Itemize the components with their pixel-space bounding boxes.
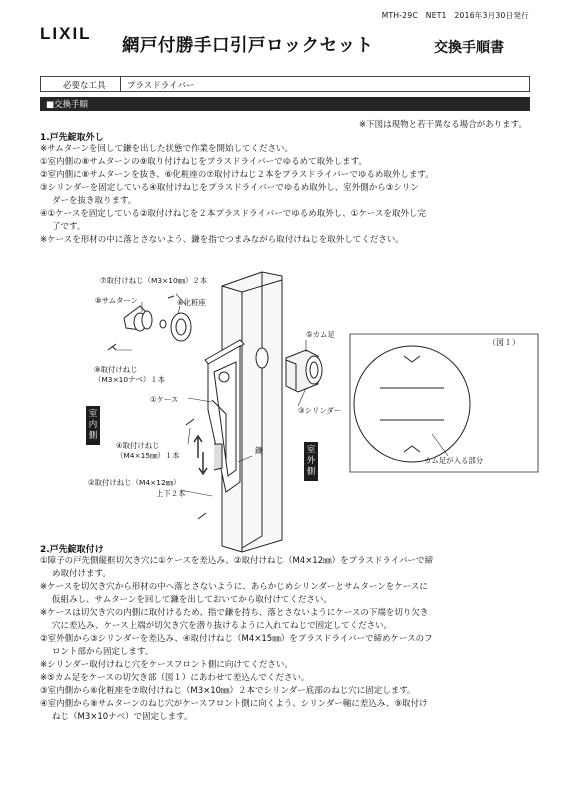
label-outdoor: 室外側 bbox=[304, 442, 318, 481]
s2-line: め取付けます。 bbox=[52, 569, 111, 579]
label-screw-7: ⑦取付けねじ（M3×10㎜）２本 bbox=[100, 276, 208, 285]
s1-line: ※ケースを形材の中に落とさないよう、鎌を指でつまみながら取付けねじを取外してください。 bbox=[40, 235, 404, 245]
label-thumbturn: ⑧サムターン bbox=[95, 296, 139, 305]
label-cylinder: ③シリンダー bbox=[298, 406, 342, 415]
label-escutcheon: ⑥化粧座 bbox=[177, 298, 206, 307]
document-id: MTH-29C NET1 2016年3月30日発行 bbox=[381, 11, 529, 20]
section1-heading: 1.戸先錠取外し bbox=[40, 133, 104, 143]
s2-line: 穴に差込み、ケース上端が切欠き穴を潜り抜けるように入れてねじで固定してください。 bbox=[52, 621, 393, 631]
s1-line: ③シリンダーを固定している④取付けねじをプラスドライバーでゆるめ取外し、室外側から③シリン bbox=[40, 183, 419, 193]
tools-label: 必要な工具 bbox=[41, 77, 121, 91]
s2-line: ※シリンダー取付けねじ穴をケースフロント側に向けてください。 bbox=[40, 660, 293, 670]
label-screw-4a: ④取付けねじ bbox=[116, 441, 160, 450]
s1-line: ダーを抜き取ります。 bbox=[52, 196, 137, 206]
label-screw-2a: ②取付けねじ（M4×12㎜） bbox=[88, 478, 181, 487]
s2-line: ※⑤カム足をケースの切欠き部（図１）にあわせて差込んでください。 bbox=[40, 673, 310, 683]
label-screw-2b: 上下２本 bbox=[156, 489, 186, 498]
label-fig1: （図１） bbox=[488, 338, 520, 347]
s1-line: ①室内側の⑧サムターンの⑨取り付けねじをプラスドライバーでゆるめて取外します。 bbox=[40, 157, 367, 167]
section-bar: ■交換手順 bbox=[40, 97, 530, 111]
section2-heading: 2.戸先錠取付け bbox=[40, 545, 104, 555]
label-indoor: 室内側 bbox=[86, 406, 100, 445]
label-cam: ⑤カム足 bbox=[306, 330, 335, 339]
s1-line: ※サムターンを回して鎌を出した状態で作業を開始してください。 bbox=[40, 144, 294, 154]
label-screw-9a: ⑨取付けねじ bbox=[94, 365, 138, 374]
s2-line: 仮組みし、サムターンを回して鎌を出しておいてから取付けてください。 bbox=[52, 595, 332, 605]
s1-line: ④①ケースを固定している②取付けねじを２本プラスドライバーでゆるめ取外し、①ケースを取外し完 bbox=[40, 209, 426, 219]
s2-line: ④室内側から⑧サムターンのねじ穴がケースフロント側に向くよう、シリンダー軸に差込み、⑨取付け bbox=[40, 699, 428, 709]
label-hook: 鎌 bbox=[255, 446, 263, 455]
s2-line: ①障子の戸先側縦框切欠き穴に①ケースを差込み、②取付けねじ（M4×12㎜）をプラスドライバーで締 bbox=[40, 556, 433, 566]
label-cam-slot: カム足が入る部分 bbox=[424, 456, 484, 465]
page-subtitle: 交換手順書 bbox=[434, 40, 504, 56]
section2-body bbox=[40, 555, 530, 724]
s1-line: ②室内側に⑧サムターンを抜き、⑥化粧座の⑦取付けねじ２本をプラスドライバーでゆるめ取外します。 bbox=[40, 170, 434, 180]
label-case: ①ケース bbox=[150, 395, 179, 404]
tools-value: プラスドライバー bbox=[127, 81, 195, 91]
s2-line: ③室内側から⑥化粧座を⑦取付けねじ（M3×10㎜）２本でシリンダー底部のねじ穴に固定します。 bbox=[40, 686, 416, 696]
s2-line: ねじ（M3×10ナベ）で固定します。 bbox=[52, 712, 193, 722]
s2-line: ロント部から固定します。 bbox=[52, 647, 154, 657]
lixil-logo: LIXIL bbox=[40, 24, 92, 43]
page-title: 網戸付勝手口引戸ロックセット bbox=[122, 36, 374, 56]
label-screw-4b: （M4×15㎜）１本 bbox=[116, 451, 180, 460]
s2-line: ※ケースを切欠き穴から形材の中へ落とさないように、あらかじめシリンダーとサムターンをケースに bbox=[40, 582, 428, 592]
s2-line: ※ケースは切欠き穴の内側に取付けるため、指で鎌を持ち、落とさないようにケースの下端を切り欠き bbox=[40, 608, 429, 618]
s1-line: 了です。 bbox=[52, 222, 86, 232]
figure-note: ※下図は現物と若干異なる場合があります。 bbox=[359, 120, 527, 130]
label-screw-9b: （M3×10ナベ）１本 bbox=[94, 375, 166, 384]
s2-line: ②室外側から③シリンダーを差込み、④取付けねじ（M4×15㎜）をプラスドライバーで締めケースのフ bbox=[40, 634, 433, 644]
